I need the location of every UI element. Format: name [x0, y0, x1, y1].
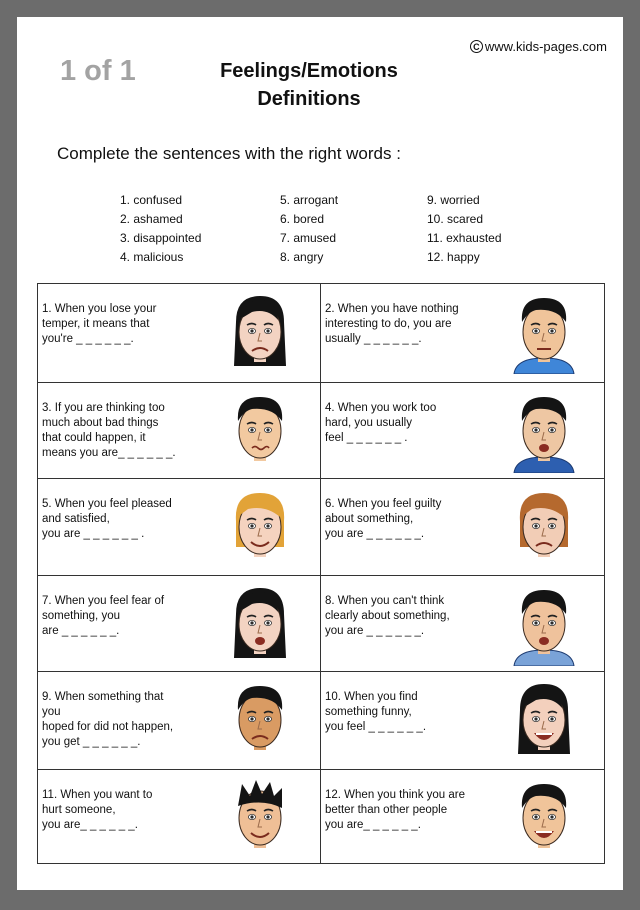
word-bank-item: 8. angry — [280, 250, 324, 264]
sentence-line: 11. When you want to — [42, 789, 153, 801]
exercise-cell-10 — [321, 672, 604, 770]
copyright-icon: C — [470, 40, 483, 53]
exercise-sentence — [325, 594, 465, 639]
malicious-boy-face — [222, 778, 298, 860]
title-line-1: Feelings/Emotions — [220, 60, 398, 82]
sentence-line: 10. When you find — [325, 691, 418, 703]
exercise-cell-9 — [38, 672, 321, 770]
word-bank-item: 3. disappointed — [120, 231, 202, 245]
sentence-line: usually _ _ _ _ _ _. — [325, 333, 422, 345]
word-bank-item: 11. exhausted — [427, 231, 502, 245]
sentence-line: that could happen, it — [42, 432, 146, 444]
sentence-line: 1. When you lose your — [42, 303, 157, 315]
exercise-cell-4 — [321, 383, 604, 479]
exercise-cell-8 — [321, 576, 604, 672]
page-count: 1 of 1 — [60, 55, 136, 87]
arrogant-boy-face — [506, 778, 582, 860]
exercise-grid — [37, 283, 605, 864]
sentence-line: you're _ _ _ _ _ _. — [42, 333, 134, 345]
sentence-line: 2. When you have nothing — [325, 303, 459, 315]
disappointed-man-face — [222, 680, 298, 762]
worksheet — [17, 17, 623, 890]
title-line-2: Definitions — [257, 88, 361, 110]
exercise-sentence — [42, 401, 182, 461]
exercise-sentence — [42, 302, 182, 347]
exercise-cell-1 — [38, 284, 321, 383]
scared-woman-face — [222, 584, 298, 666]
word-bank-item: 9. worried — [427, 193, 480, 207]
word-bank-item: 10. scared — [427, 212, 484, 226]
sentence-line: clearly about something, — [325, 610, 450, 622]
word-bank-column-3 — [427, 191, 502, 267]
exercise-sentence — [42, 497, 182, 542]
word-bank-item: 7. amused — [280, 231, 337, 245]
exercise-cell-5 — [38, 479, 321, 576]
exhausted-man-face — [506, 391, 582, 473]
sentence-line: hoped for did not happen, — [42, 721, 174, 733]
angry-woman-face — [222, 292, 298, 374]
exercise-sentence — [325, 788, 465, 833]
exercise-sentence — [325, 401, 465, 446]
word-bank-item: 4. malicious — [120, 250, 184, 264]
exercise-cell-7 — [38, 576, 321, 672]
word-bank-item: 12. happy — [427, 250, 480, 264]
sentence-line: you are _ _ _ _ _ _. — [325, 625, 425, 637]
sentence-line: you are_ _ _ _ _ _. — [42, 819, 138, 831]
sentence-line: 7. When you feel fear of — [42, 595, 165, 607]
exercise-sentence — [325, 690, 465, 735]
sentence-line: are _ _ _ _ _ _. — [42, 625, 120, 637]
sentence-line: you feel _ _ _ _ _ _. — [325, 721, 427, 733]
exercise-sentence — [42, 788, 182, 833]
sentence-line: means you are_ _ _ _ _ _. — [42, 447, 176, 459]
sentence-line: interesting to do, you are — [325, 318, 452, 330]
exercise-sentence — [42, 594, 182, 639]
exercise-sentence — [42, 690, 182, 750]
word-bank-item: 6. bored — [280, 212, 325, 226]
exercise-cell-11 — [38, 770, 321, 863]
sentence-line: 9. When something that you — [42, 691, 164, 718]
exercise-sentence — [325, 497, 465, 542]
ashamed-woman-face — [506, 487, 582, 569]
sentence-line: hurt someone, — [42, 804, 116, 816]
sentence-line: 4. When you work too — [325, 402, 437, 414]
exercise-cell-6 — [321, 479, 604, 576]
sentence-line: you are_ _ _ _ _ _. — [325, 819, 421, 831]
sentence-line: something funny, — [325, 706, 412, 718]
sentence-line: 12. When you think you are — [325, 789, 465, 801]
sentence-line: much about bad things — [42, 417, 159, 429]
exercise-sentence — [325, 302, 465, 347]
exercise-cell-12 — [321, 770, 604, 863]
sentence-line: 6. When you feel guilty — [325, 498, 442, 510]
bored-boy-face — [506, 292, 582, 374]
copyright-notice — [470, 39, 607, 54]
sentence-line: temper, it means that — [42, 318, 150, 330]
exercise-cell-3 — [38, 383, 321, 479]
sentence-line: you are _ _ _ _ _ _ . — [42, 528, 145, 540]
sentence-line: 8. When you can't think — [325, 595, 445, 607]
exercise-cell-2 — [321, 284, 604, 383]
sentence-line: about something, — [325, 513, 414, 525]
worried-man-face — [222, 391, 298, 473]
sentence-line: 3. If you are thinking too — [42, 402, 165, 414]
sentence-line: feel _ _ _ _ _ _ . — [325, 432, 408, 444]
word-bank-item: 5. arrogant — [280, 193, 339, 207]
word-bank-item: 2. ashamed — [120, 212, 183, 226]
sentence-line: 5. When you feel pleased — [42, 498, 172, 510]
sentence-line: you get _ _ _ _ _ _. — [42, 736, 141, 748]
copyright-text: www.kids-pages.com — [484, 39, 607, 54]
sentence-line: hard, you usually — [325, 417, 412, 429]
happy-blonde-face — [222, 487, 298, 569]
word-bank-item: 1. confused — [120, 193, 183, 207]
sentence-line: something, you — [42, 610, 120, 622]
sentence-line: better than other people — [325, 804, 448, 816]
word-bank-column-1 — [120, 191, 201, 267]
page-title — [197, 57, 421, 113]
word-bank-column-2 — [280, 191, 338, 267]
confused-man-face — [506, 584, 582, 666]
instruction-text: Complete the sentences with the right words : — [57, 144, 401, 163]
amused-woman-face — [506, 680, 582, 762]
sentence-line: you are _ _ _ _ _ _. — [325, 528, 425, 540]
sentence-line: and satisfied, — [42, 513, 110, 525]
